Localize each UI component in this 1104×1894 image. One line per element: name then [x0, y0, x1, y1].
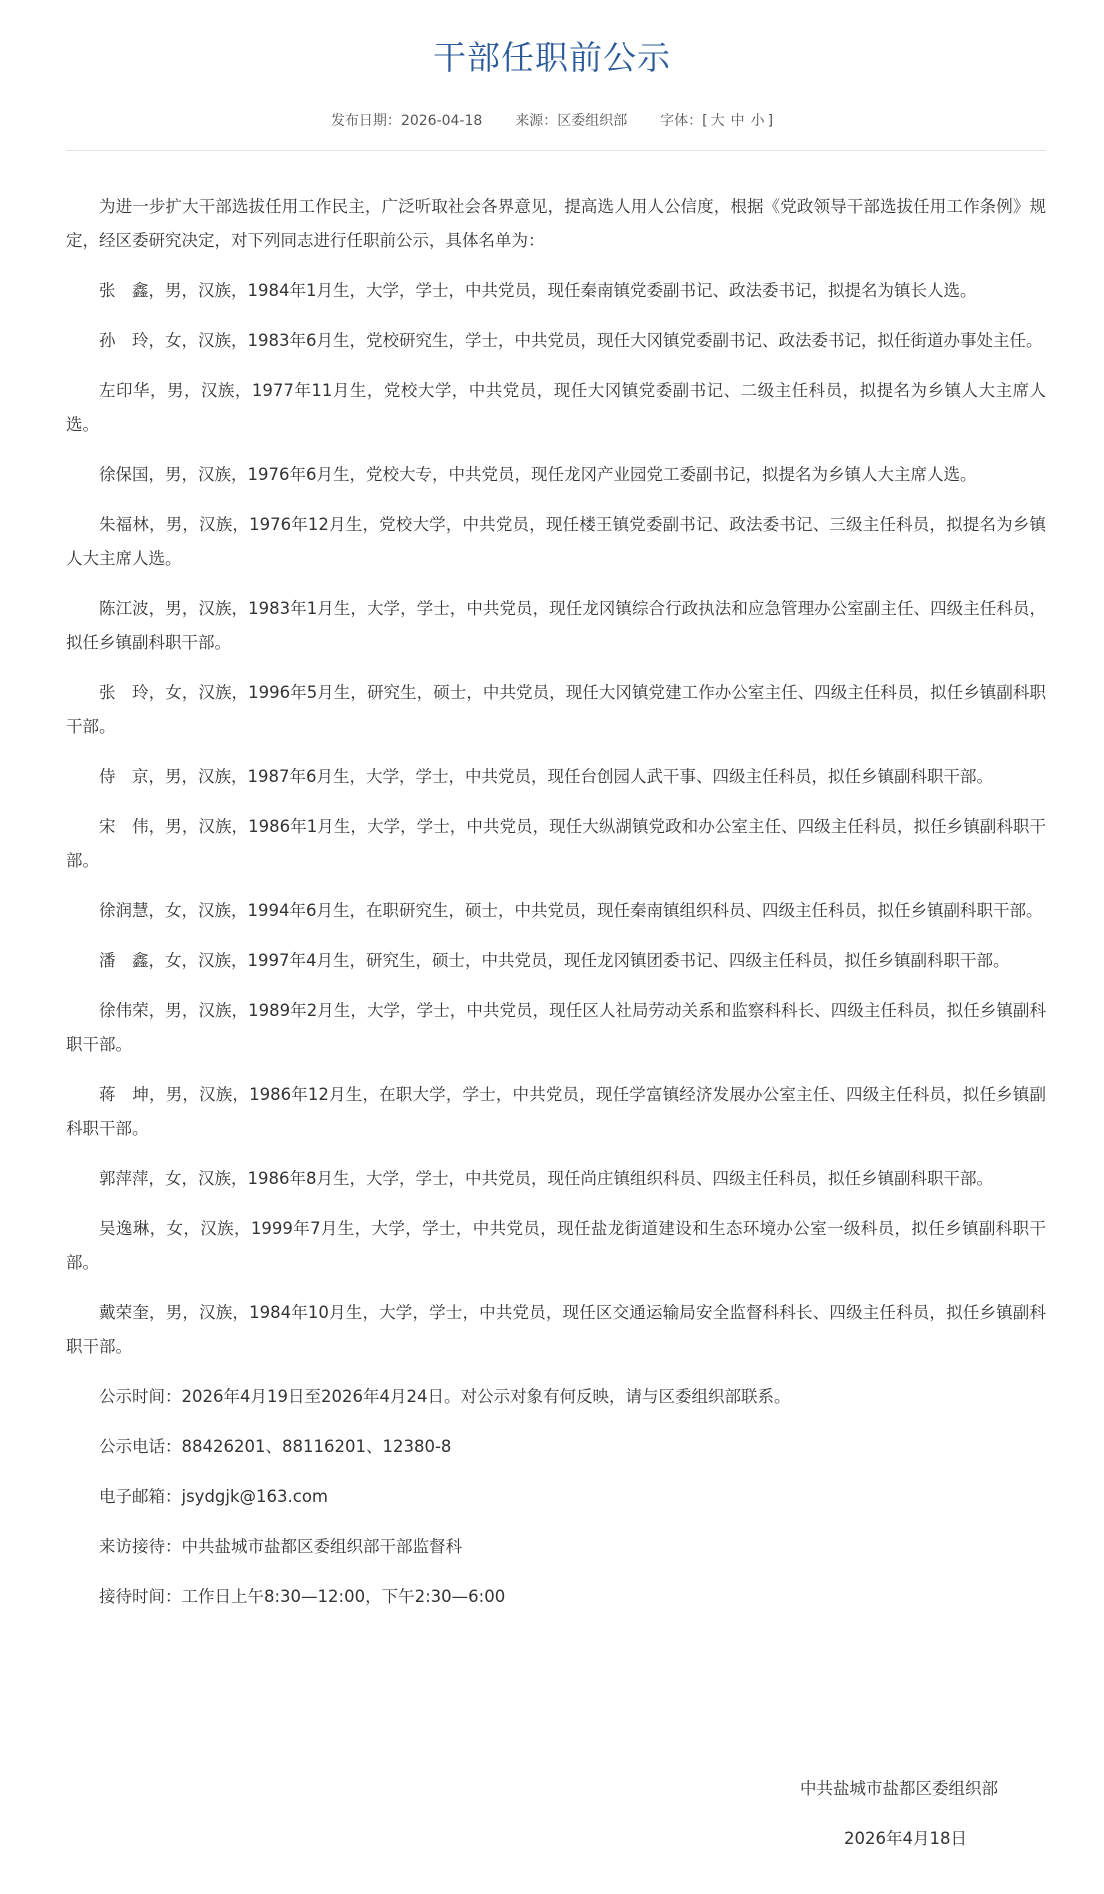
- publicity-email: 电子邮箱：jsydgjk@163.com: [99, 1487, 329, 1506]
- candidate-entry: 陈江波，男，汉族，1983年1月生，大学，学士，中共党员，现任龙冈镇综合行政执法和应急管理办公室副主任、四级主任科员，拟任乡镇副科职干部。: [66, 599, 1046, 652]
- font-bracket-close: ]: [767, 113, 774, 129]
- candidate-entry: 张 玲，女，汉族，1996年5月生，研究生，硕士，中共党员，现任大冈镇党建工作办公室主任、四级主任科员，拟任乡镇副科职干部。: [66, 683, 1046, 736]
- candidate-entry: 蒋 坤，男，汉族，1986年12月生，在职大学，学士，中共党员，现任学富镇经济发展办公室主任、四级主任科员，拟任乡镇副科职干部。: [66, 1085, 1046, 1138]
- intro-paragraph: 为进一步扩大干部选拔任用工作民主，广泛听取社会各界意见，提高选人用人公信度，根据《党政领导干部选拔任用工作条例》规定，经区委研究决定，对下列同志进行任职前公示，具体名单为：: [66, 197, 1046, 250]
- candidate-entry: 孙 玲，女，汉族，1983年6月生，党校研究生，学士，中共党员，现任大冈镇党委副书记、政法委书记，拟任街道办事处主任。: [99, 331, 1043, 350]
- candidate-entry: 徐润慧，女，汉族，1994年6月生，在职研究生，硕士，中共党员，现任秦南镇组织科员、四级主任科员，拟任乡镇副科职干部。: [99, 901, 1043, 920]
- publicity-phone: 公示电话：88426201、88116201、12380-8: [99, 1437, 452, 1456]
- candidate-entry: 徐伟荣，男，汉族，1989年2月生，大学，学士，中共党员，现任区人社局劳动关系和监察科科长、四级主任科员，拟任乡镇副科职干部。: [66, 1001, 1046, 1054]
- reception-hours: 接待时间：工作日上午8:30—12:00，下午2:30—6:00: [99, 1587, 506, 1606]
- candidate-entry: 郭萍萍，女，汉族，1986年8月生，大学，学士，中共党员，现任尚庄镇组织科员、四级主任科员，拟任乡镇副科职干部。: [99, 1169, 993, 1188]
- signature-date: 2026年4月18日: [844, 1829, 967, 1848]
- publish-date-label: 发布日期：: [330, 113, 401, 129]
- candidate-entry: 徐保国，男，汉族，1976年6月生，党校大专，中共党员，现任龙冈产业园党工委副书记，拟提名为乡镇人大主席人选。: [99, 465, 977, 484]
- candidate-entry: 朱福林，男，汉族，1976年12月生，党校大学，中共党员，现任楼王镇党委副书记、政法委书记、三级主任科员，拟提名为乡镇人大主席人选。: [66, 515, 1046, 568]
- source-value: 区委组织部: [557, 113, 628, 129]
- publicity-period: 公示时间：2026年4月19日至2026年4月24日。对公示对象有何反映，请与区委组织部联系。: [99, 1387, 791, 1406]
- page-title: 干部任职前公示: [433, 38, 671, 77]
- font-size-medium-link[interactable]: 中: [730, 113, 745, 129]
- candidate-entry: 戴荣奎，男，汉族，1984年10月生，大学，学士，中共党员，现任区交通运输局安全监督科科长、四级主任科员，拟任乡镇副科职干部。: [66, 1303, 1046, 1356]
- candidate-entry: 潘 鑫，女，汉族，1997年4月生，研究生，硕士，中共党员，现任龙冈镇团委书记、四级主任科员，拟任乡镇副科职干部。: [99, 951, 1010, 970]
- candidate-entry: 吴逸琳，女，汉族，1999年7月生，大学，学士，中共党员，现任盐龙街道建设和生态环境办公室一级科员，拟任乡镇副科职干部。: [66, 1219, 1046, 1272]
- font-bracket-open: [: [702, 113, 708, 129]
- candidate-entry: 宋 伟，男，汉族，1986年1月生，大学，学士，中共党员，现任大纵湖镇党政和办公室主任、四级主任科员，拟任乡镇副科职干部。: [66, 817, 1046, 870]
- source-label: 来源：: [515, 113, 558, 129]
- font-size-label: 字体：: [660, 113, 703, 129]
- candidate-entry: 张 鑫，男，汉族，1984年1月生，大学，学士，中共党员，现任秦南镇党委副书记、政法委书记，拟提名为镇长人选。: [99, 281, 977, 300]
- font-size-small-link[interactable]: 小: [750, 113, 765, 129]
- candidate-entry: 侍 京，男，汉族，1987年6月生，大学，学士，中共党员，现任台创园人武干事、四级主任科员，拟任乡镇副科职干部。: [99, 767, 993, 786]
- header-divider: [66, 150, 1046, 151]
- visit-reception: 来访接待：中共盐城市盐都区委组织部干部监督科: [99, 1537, 462, 1556]
- font-size-large-link[interactable]: 大: [710, 113, 725, 129]
- signature-organization: 中共盐城市盐都区委组织部: [800, 1779, 998, 1798]
- candidate-entry: 左印华，男，汉族，1977年11月生，党校大学，中共党员，现任大冈镇党委副书记、二级主任科员，拟提名为乡镇人大主席人选。: [66, 381, 1046, 434]
- publish-date: 2026-04-18: [400, 113, 483, 129]
- article-meta: [0, 110, 1104, 130]
- article-body: [66, 190, 1046, 1630]
